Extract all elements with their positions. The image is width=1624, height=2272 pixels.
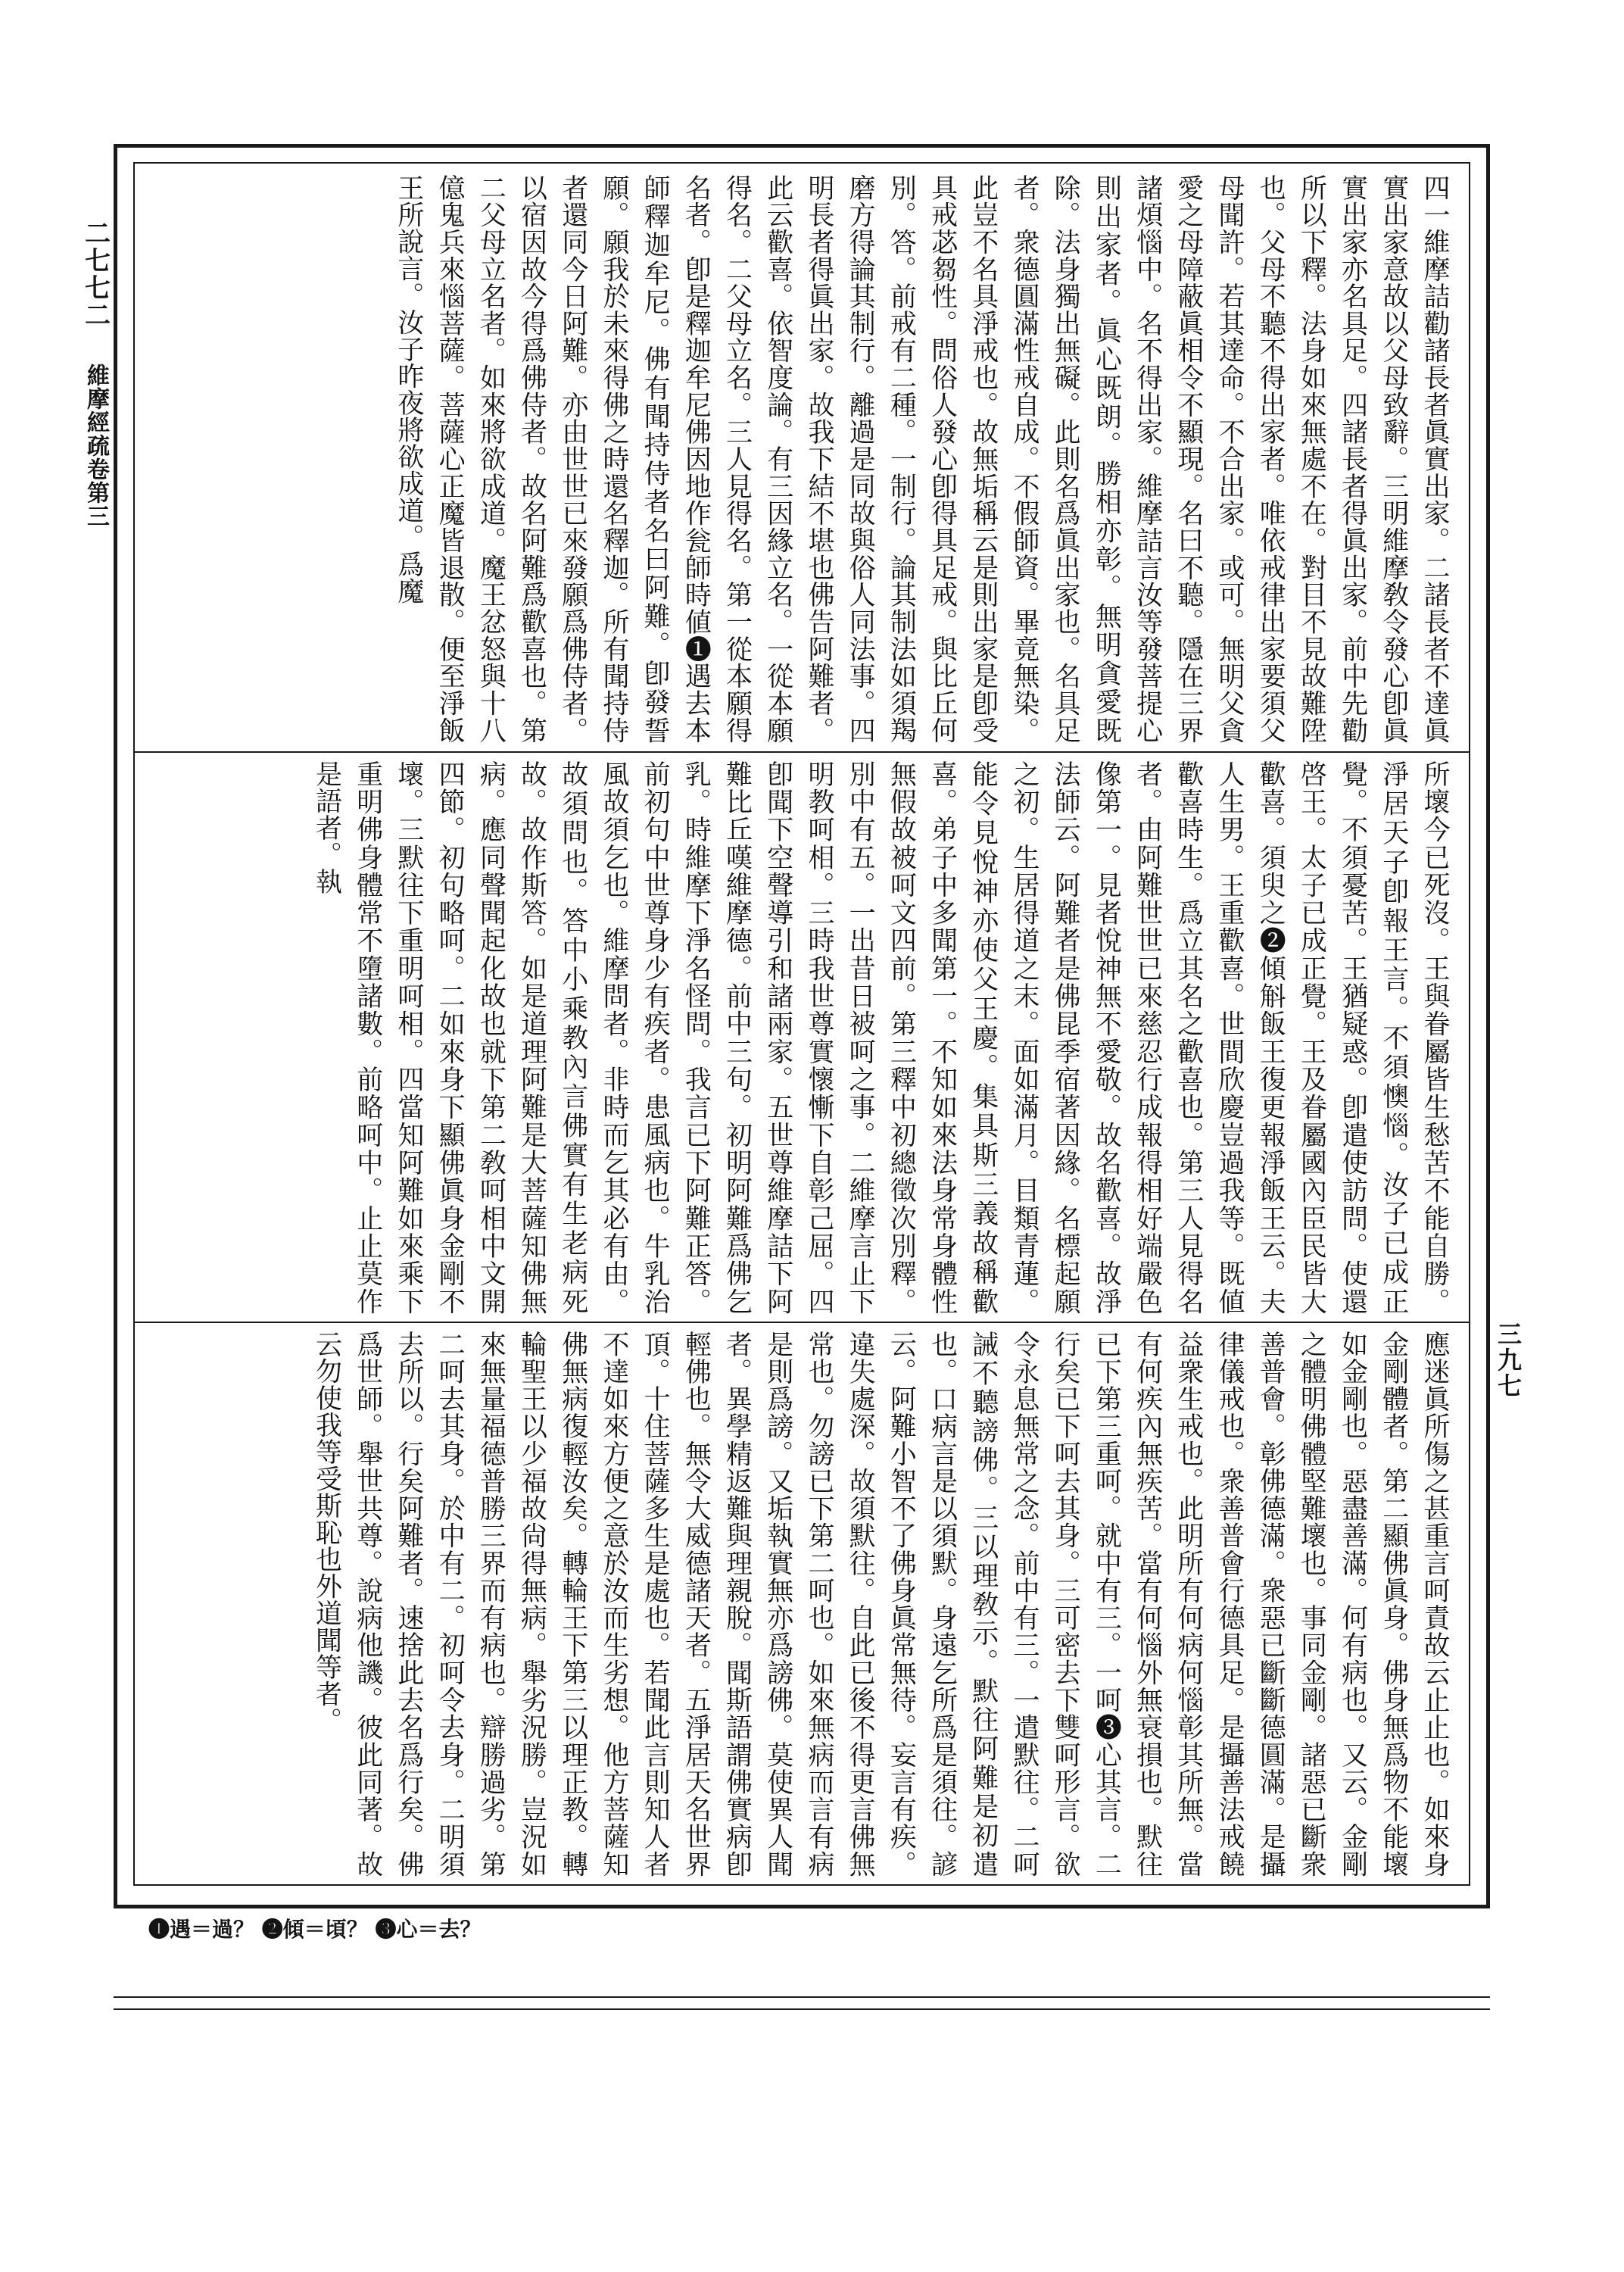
left-margin-header xyxy=(79,220,112,528)
right-margin-header xyxy=(1490,1322,1526,1399)
right-page-number: 三九七 xyxy=(1494,1322,1523,1399)
band-text-middle xyxy=(148,760,1455,1315)
band-divider-2 xyxy=(133,1322,1470,1323)
bottom-rule-2 xyxy=(114,2008,1490,2010)
band-paragraph: 所壞今已死沒。王與眷屬皆生愁苦不能自勝。淨居天子卽報王言。不須懊惱。汝子已成正覺。不須憂苦。王猶疑惑。卽遣使訪問。使還啓王。太子已成正覺。王及眷屬國內臣民皆大歡喜。須臾之❷傾斛飯王復更報淨飯王云。夫人生男。王重歡喜。世間欣慶豈過我等。既値歡喜時生。爲立其名之歡喜也。第三人見得名者。由阿難世世已來慈忍行成報得相好端嚴色像第一。見者悅神無不愛敬。故名歡喜。故淨法師云。阿難者是佛昆季宿著因緣。名標起願之初。生居得道之末。面如滿月。目類青蓮。能令見悅神亦使父王慶。集具斯三義故稱歡喜。弟子中多聞第一。不知如來法身常身體性無假故被呵文四前。第三釋中初總徵次別釋。別中有五。一出昔日被呵之事。二維摩言止下明教呵相。三時我世尊實懷慚下自彰己屈。四卽聞下空聲導引和諸兩家。五世尊維摩詰下阿難比丘嘆維摩德。前中三句。初明阿難爲佛乞乳。時維摩下淨名怪問。我言已下阿難正答。前初句中世尊身少有疾者。患風病也。牛乳治風故須乞也。維摩問者。非時而乞其必有由。故須問也。答中小乘教內言佛實有生老病死故。故作斯答。如是道理阿難是大菩薩知佛無病。應同聲聞起化故也就下第二敎呵相中文開四節。初句略呵。二如來身下顯佛眞身金剛不壞。三默往下重明呵相。四當知阿難如來乘下重明佛身體常不墮諸數。前略呵中。止止莫作是語者。執 xyxy=(311,760,1450,1315)
text-band-bottom xyxy=(148,1331,1455,1877)
band-paragraph: 應迷眞所傷之甚重言呵責故云止止也。如來身金剛體者。第二顯佛眞身。佛身無爲物不能壞如金剛也。惡盡善滿。何有病也。又云。金剛之體明佛體堅難壞也。事同金剛。諸惡已斷衆善普會。彰佛德滿。衆惡已斷斷德圓滿。是攝律儀戒也。衆善普會行德具足。是攝善法戒饒益衆生戒也。此明所有何病何惱彰其所無。當有何疾內無疾苦。當有何惱外無衰損也。默往已下第三重呵。就中有三。一呵❸心其言。二行矣已下呵去其身。三可密去下雙呵形言。欲令永息無常之念。前中有三。一遣默往。二呵誡不聽謗佛。三以理敎示。默往阿難是初遣也。口病言是以須默。身遠乞所爲是須往。諺云。阿難小智不了佛身眞常無待。妄言有疾。違失處深。故須默往。自此已後不得更言佛無常也。勿謗已下第二呵也。如來無病而言有病是則爲謗。又垢執實無亦爲謗佛。莫使異人聞者。異學精返難與理親脫。聞斯語謂佛實病卽輕佛也。無令大威德諸天者。五淨居天名世界頂。十住菩薩多生是處也。若聞此言則知人者不達如來方便之意於汝而生劣想。他方菩薩知佛無病復輕汝矣。轉輪王下第三以理正教。轉輪聖王以少福故尙得無病。舉劣況勝。豈況如來無量福德普勝三界而有病也。辯勝過劣。第二呵去其身。於中有二。初呵令去身。二明須去所以。行矣阿難者。速捨此去名爲行矣。佛爲世師。舉世共尊。說病他譏。彼此同著。故云勿使我等受斯恥也外道聞等者。 xyxy=(311,1331,1450,1877)
left-page-number: 二七七二 xyxy=(79,220,111,329)
band-text-bottom xyxy=(148,1331,1455,1877)
text-band-top xyxy=(148,174,1455,744)
band-text-top xyxy=(148,174,1455,744)
band-paragraph: 四一維摩詰勸諸長者眞實出家。二諸長者不達眞實出家意故以父母致辭。三明維摩敎令發心卽眞實出家亦名具足。四諸長者得眞出家。前中先勸所以下釋。法身如來無處不在。對目不見故難陞也。父母不聽不得出家者。唯依戒律出家要須父母聞許。若其達命。不合出家。或可。無明父貪愛之母障蔽眞相令不顯現。名曰不聽。隱在三界諸煩惱中。名不得出家。維摩詰言汝等發菩提心則出家者。眞心既朗。勝相亦彰。無明貪愛既除。法身獨出無礙。此則名爲眞出家也。名具足者。衆德圓滿性戒自成。不假師資。畢竟無染。此豈不名具淨戒也。故無垢稱云是則出家是卽受具戒苾芻性。問俗人發心卽得具足戒。與比丘何別。答。前戒有二種。一制行。論其制法如須羯磨方得論其制行。離過是同故與俗人同法事。四明長者得眞出家。故我下結不堪也佛告阿難者。此云歡喜。依智度論。有三因緣立名。一從本願得名。二父母立名。三人見得名。第一從本願得名者。卽是釋迦牟尼佛因地作瓮師時値❶遇去本師釋迦牟尼。佛有聞持侍者名曰阿難。卽發誓願。願我於未來得佛之時還名釋迦。所有聞持侍者還同今日阿難。亦由世世已來發願爲佛侍者。以宿因故今得爲佛侍者。故名阿難爲歡喜也。第二父母立名者。如來將欲成道。魔王忿怒與十八億鬼兵來惱菩薩。菩薩心正魔皆退散。便至淨飯王所說言。汝子昨夜將欲成道。爲魔 xyxy=(393,174,1450,744)
running-title: 維摩經疏卷第三 xyxy=(83,364,109,528)
text-band-middle xyxy=(148,760,1455,1315)
bottom-rule-1 xyxy=(114,1996,1490,1998)
footnote-line: ❶遇＝過？ ❷傾＝頃？ ❸心＝去？ xyxy=(148,1917,482,1942)
band-divider-1 xyxy=(133,751,1470,753)
